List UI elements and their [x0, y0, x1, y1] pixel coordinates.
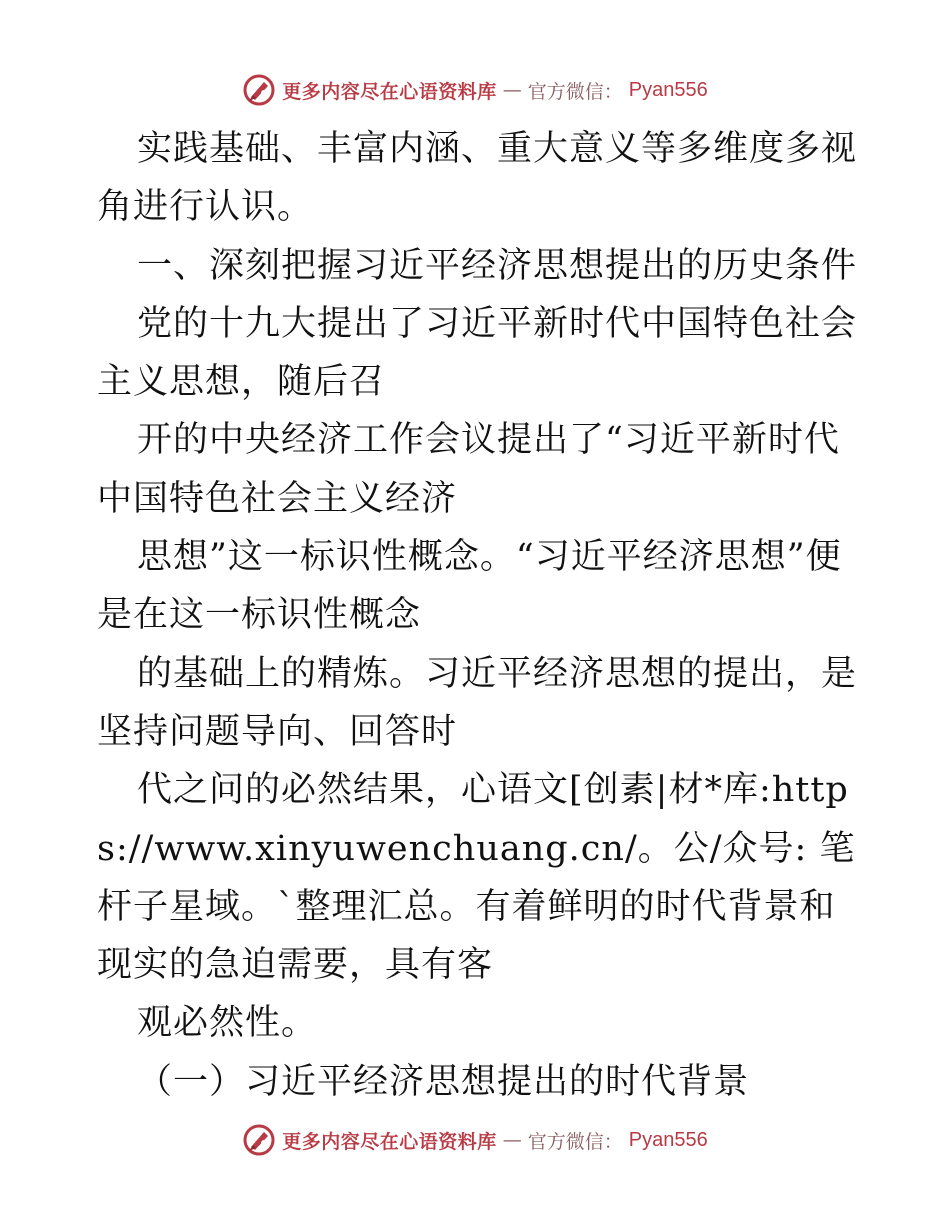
subsection-heading: （一）习近平经济思想提出的时代背景 [137, 1061, 750, 1102]
paragraph: 代之问的必然结果，心语文[创素|材*库:https://www.xinyuwenchuang.cn/。公/众号: 笔杆子星域。`整理汇总。有着鲜明的时代背景和现实的急迫需要，具有客 [97, 770, 856, 986]
paragraph: 观必然性。 [137, 1003, 318, 1044]
paragraph: 的基础上的精炼。习近平经济思想的提出，是坚持问题导向、回答时 [97, 653, 858, 752]
footer-banner [0, 1120, 950, 1160]
banner-official-label: 官方微信： [527, 1130, 623, 1153]
banner-separator: — [502, 79, 522, 101]
banner-brand-text: 更多内容尽在心语资料库 [282, 1130, 497, 1153]
section-heading: 一、深刻把握习近平经济思想提出的历史条件 [137, 245, 858, 286]
banner-brand-text: 更多内容尽在心语资料库 [282, 80, 497, 103]
document-body [97, 120, 857, 1111]
pen-nib-logo-icon [242, 73, 276, 107]
pen-nib-logo-icon [242, 1123, 276, 1157]
header-banner [0, 70, 950, 110]
banner-wechat-id: Pyan556 [628, 78, 708, 101]
banner-wechat-id: Pyan556 [628, 1128, 708, 1151]
banner-separator: — [502, 1129, 522, 1151]
banner-official-label: 官方微信： [527, 80, 623, 103]
paragraph: 开的中央经济工作会议提出了“习近平新时代中国特色社会主义经济 [97, 420, 840, 519]
paragraph: 实践基础、丰富内涵、重大意义等多维度多视角进行认识。 [97, 129, 858, 228]
paragraph: 思想”这一标识性概念。“习近平经济思想”便是在这一标识性概念 [97, 537, 842, 636]
paragraph: 党的十九大提出了习近平新时代中国特色社会主义思想，随后召 [97, 303, 858, 403]
